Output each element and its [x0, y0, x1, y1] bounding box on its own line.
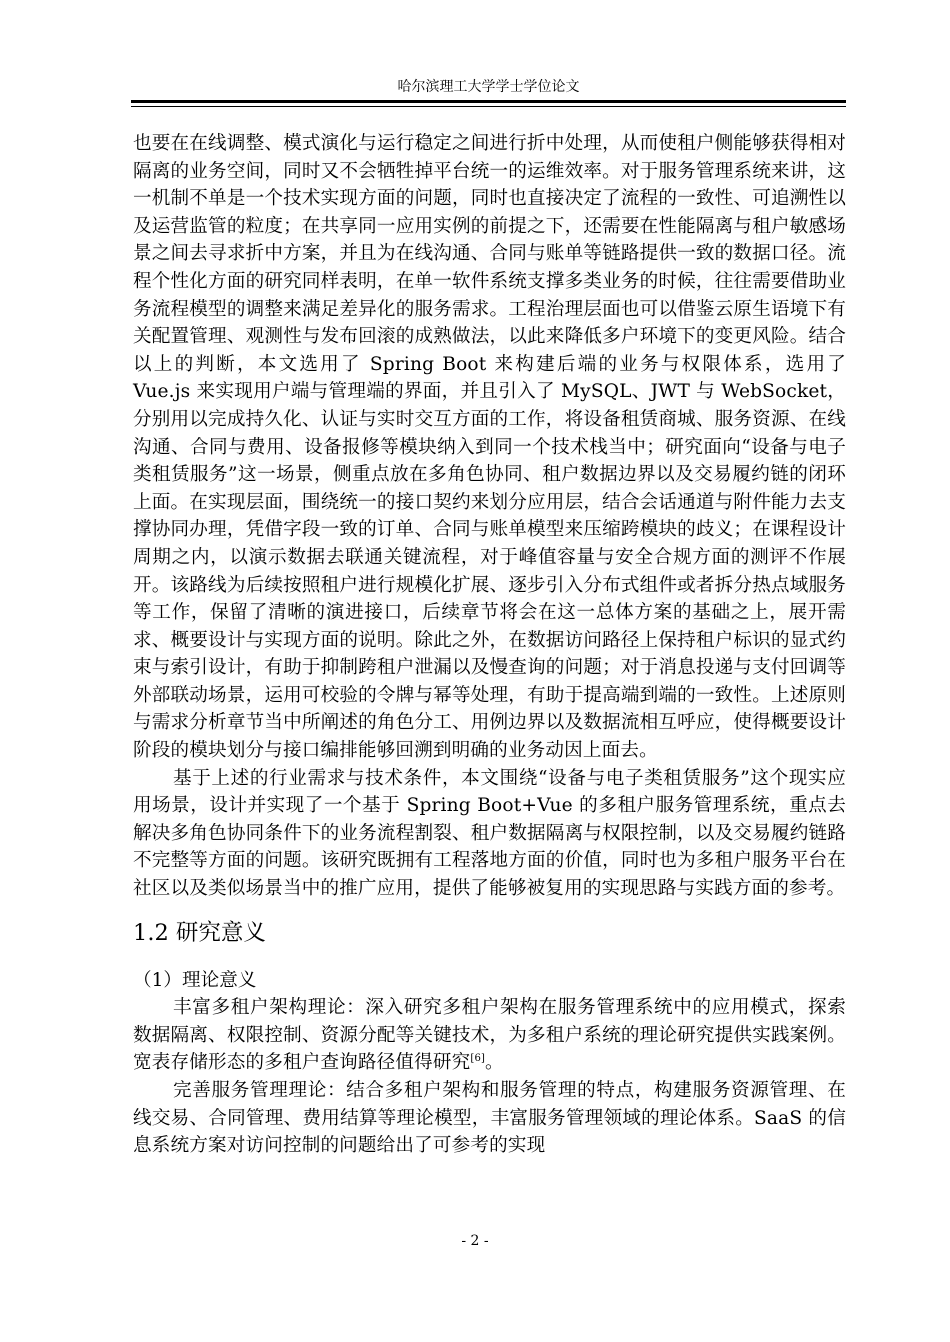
body-text: [133, 130, 846, 1160]
header-rule-thin: [131, 106, 846, 107]
paragraph-summary: 基于上述的行业需求与技术条件，本文围绕“设备与电子类租赁服务”这个现实应用场景，设计并实现了一个基于 Spring Boot+Vue 的多租户服务管理系统，重点去解决多角色协同条件下的业务流程割裂、租户数据隔离与权限控制，以及交易履约链路不完整等方面的问题。该研究既拥有工程落地方面的价值，同时也为多租户服务平台在社区以及类似场景当中的推广应用，提供了能够被复用的实现思路与实践方面的参考。: [133, 767, 846, 900]
citation-mark: [6]: [470, 1053, 486, 1065]
paragraph-theory-1: [133, 994, 846, 1077]
paragraph-theory-1-end: 。: [485, 1052, 504, 1074]
paragraph-theory-1-text: 丰富多租户架构理论：深入研究多租户架构在服务管理系统中的应用模式，探索数据隔离、权限控制、资源分配等关键技术，为多租户系统的理论研究提供实践案例。宽表存储形态的多租户查询路径值得研究: [133, 997, 846, 1074]
paragraph-continuation: 也要在在线调整、模式演化与运行稳定之间进行折中处理，从而使租户侧能够获得相对隔离的业务空间，同时又不会牺牲掉平台统一的运维效率。对于服务管理系统来讲，这一机制不单是一个技术实现方面的问题，同时也直接决定了流程的一致性、可追溯性以及运营监管的粒度；在共享同一应用实例的前提之下，还需要在性能隔离与租户敏感场景之间去寻求折中方案，并且为在线沟通、合同与账单等链路提供一致的数据口径。流程个性化方面的研究同样表明，在单一软件系统支撑多类业务的时候，往往需要借助业务流程模型的调整来满足差异化的服务需求。工程治理层面也可以借鉴云原生语境下有关配置管理、观测性与发布回滚的成熟做法，以此来降低多户环境下的变更风险。结合以上的判断，本文选用了 Spring Boot 来构建后端的业务与权限体系，选用了 Vue.js 来实现用户端与管理端的界面，并且引入了 MySQL、JWT 与 WebSocket，分别用以完成持久化、认证与实时交互方面的工作，将设备租赁商城、服务资源、在线沟通、合同与费用、设备报修等模块纳入到同一个技术栈当中；研究面向“设备与电子类租赁服务”这一场景，侧重点放在多角色协同、租户数据边界以及交易履约链的闭环上面。在实现层面，围绕统一的接口契约来划分应用层，结合会话通道与附件能力去支撑协同办理，凭借字段一致的订单、合同与账单模型来压缩跨模块的歧义；在课程设计周期之内，以演示数据去联通关键流程，对于峰值容量与安全合规方面的测评不作展开。该路线为后续按照租户进行规模化扩展、逐步引入分布式组件或者拆分热点域服务等工作，保留了清晰的演进接口，后续章节将会在这一总体方案的基础之上，展开需求、概要设计与实现方面的说明。除此之外，在数据访问路径上保持租户标识的显式约束与索引设计，有助于抑制跨租户泄漏以及慢查询的问题；对于消息投递与支付回调等外部联动场景，运用可校验的令牌与幂等处理，有助于提高端到端的一致性。上述原则与需求分析章节当中所阐述的角色分工、用例边界以及数据流相互呼应，使得概要设计阶段的模块划分与接口编排能够回溯到明确的业务动因上面去。: [133, 133, 846, 762]
header-rule-thick: [131, 100, 846, 103]
page-number: - 2 -: [461, 1233, 489, 1249]
paragraph-theory-2: 完善服务管理理论：结合多租户架构和服务管理的特点，构建服务资源管理、在线交易、合同管理、费用结算等理论模型，丰富服务管理领域的理论体系。SaaS 的信息系统方案对访问控制的问题给出了可参考的实现: [133, 1080, 846, 1157]
subsection-label: （1）理论意义: [133, 969, 257, 991]
page-header: 哈尔滨理工大学学士学位论文: [397, 79, 580, 95]
section-heading: 1.2 研究意义: [133, 919, 266, 946]
